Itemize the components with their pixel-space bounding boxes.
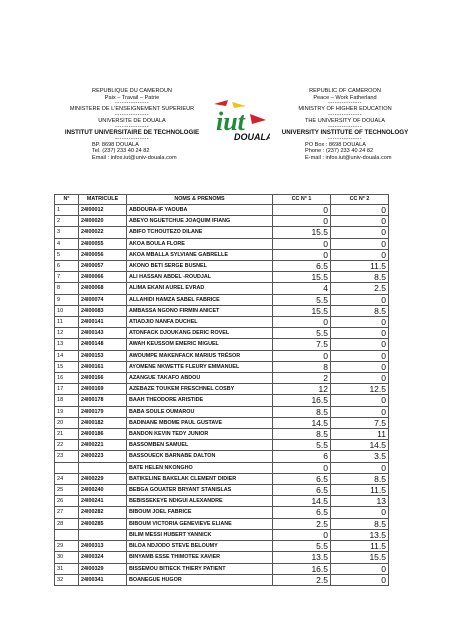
row-cc1-score: 0	[273, 249, 331, 260]
row-student-name: ABIFO TCHOUTEZO DILANE	[127, 227, 273, 238]
row-number: 22	[55, 440, 79, 451]
row-matricule: 24I00240	[79, 485, 127, 496]
phone-fr: Tel. (237) 233 40 24 82	[92, 148, 150, 155]
row-cc2-score: 0	[331, 294, 389, 305]
row-cc1-score: 0	[273, 317, 331, 328]
divider: ---------------	[328, 100, 362, 107]
row-number: 19	[55, 406, 79, 417]
row-cc1-score: 7.5	[273, 339, 331, 350]
table-row	[55, 350, 389, 361]
header-left-french	[52, 88, 212, 162]
row-number: 13	[55, 339, 79, 350]
column-header-cc2: CC N° 2	[331, 195, 389, 205]
column-header-names: NOMS & PRENOMS	[127, 195, 273, 205]
table-row	[55, 440, 389, 451]
row-cc1-score: 0	[273, 238, 331, 249]
row-student-name: BEBISSEKEYE NDIGUI ALEXANDRE	[127, 496, 273, 507]
table-row	[55, 283, 389, 294]
row-number: 29	[55, 541, 79, 552]
row-number: 5	[55, 249, 79, 260]
row-student-name: ALI HASSAN ABDEL -ROUDJAL	[127, 272, 273, 283]
row-cc1-score: 8	[273, 361, 331, 372]
table-body	[55, 205, 389, 586]
row-matricule: 24I00143	[79, 328, 127, 339]
table-row	[55, 417, 389, 428]
row-cc1-score: 0	[273, 462, 331, 473]
table-row	[55, 406, 389, 417]
row-cc2-score: 0	[331, 507, 389, 518]
row-cc2-score: 8.5	[331, 305, 389, 316]
row-cc2-score: 0	[331, 205, 389, 216]
po-box-en: PO Box : 8698 DOUALA	[305, 141, 366, 148]
row-matricule: 24I00324	[79, 552, 127, 563]
row-cc2-score: 7.5	[331, 417, 389, 428]
row-matricule: 24I00179	[79, 406, 127, 417]
row-number: 27	[55, 507, 79, 518]
row-student-name: ATONFACK DJOUKANG DERIC ROVEL	[127, 328, 273, 339]
row-student-name: BEBGA GOUATER BRYANT STANISLAS	[127, 485, 273, 496]
ministry-fr: MINISTERE DE L'ENSEIGNEMENT SUPERIEUR	[69, 106, 195, 113]
table-row	[55, 541, 389, 552]
divider: ---------------	[328, 112, 362, 119]
row-student-name: ABDOURA-IF YAOUBA	[127, 205, 273, 216]
svg-text:iut: iut	[216, 107, 245, 136]
row-cc2-score: 11.5	[331, 541, 389, 552]
row-student-name: BANDON KEVIN TEDY JUNIOR	[127, 429, 273, 440]
row-matricule: 24I00057	[79, 261, 127, 272]
row-student-name: BATE HELEN NKONGHO	[127, 462, 273, 473]
row-cc2-score: 8.5	[331, 272, 389, 283]
row-cc1-score: 2	[273, 373, 331, 384]
row-number: 7	[55, 272, 79, 283]
row-number: 12	[55, 328, 79, 339]
row-student-name: ATIADJIO NANFA DUCHEL	[127, 317, 273, 328]
row-cc1-score: 15.5	[273, 272, 331, 283]
row-cc1-score: 6.5	[273, 473, 331, 484]
row-number: 24	[55, 473, 79, 484]
row-cc2-score: 0	[331, 249, 389, 260]
phone-en: Phone : (237) 233 40 24 82	[305, 148, 374, 155]
row-matricule: 24I00241	[79, 496, 127, 507]
row-cc1-score: 16.5	[273, 395, 331, 406]
row-cc2-score: 0	[331, 328, 389, 339]
row-matricule: 24I00022	[79, 227, 127, 238]
row-student-name: ABEYO NGUETCHUE JOAQUIM IFIANG	[127, 216, 273, 227]
row-number: 18	[55, 395, 79, 406]
row-student-name: BIBOUM JOEL FABRICE	[127, 507, 273, 518]
row-cc2-score: 0	[331, 574, 389, 585]
row-student-name: AKONO BETI SERGE BUSNEL	[127, 261, 273, 272]
column-header-cc1: CC N° 1	[273, 195, 331, 205]
row-number: 2	[55, 216, 79, 227]
row-cc1-score: 6.5	[273, 261, 331, 272]
row-student-name: BATIKELINE BAKELAK CLEMENT DIDIER	[127, 473, 273, 484]
row-cc2-score: 0	[331, 406, 389, 417]
row-matricule: 24I00148	[79, 339, 127, 350]
row-cc1-score: 14.5	[273, 496, 331, 507]
row-matricule: 24I00223	[79, 451, 127, 462]
row-number	[55, 529, 79, 540]
row-cc2-score: 11.5	[331, 485, 389, 496]
row-matricule: 24I00161	[79, 361, 127, 372]
table-row	[55, 249, 389, 260]
divider: ---------------	[328, 123, 362, 130]
grades-table	[54, 194, 389, 586]
row-matricule: 24I00329	[79, 563, 127, 574]
table-row	[55, 205, 389, 216]
row-matricule: 24I00055	[79, 238, 127, 249]
row-number: 4	[55, 238, 79, 249]
institute-fr: INSTITUT UNIVERSITAIRE DE TECHNOLOGIE	[64, 128, 200, 136]
row-student-name: BILOA NDJODO STEVE BELOUMY	[127, 541, 273, 552]
row-cc1-score: 5.5	[273, 541, 331, 552]
row-cc1-score: 5.5	[273, 328, 331, 339]
row-matricule: 24I00285	[79, 518, 127, 529]
table-row	[55, 462, 389, 473]
row-matricule: 24I00221	[79, 440, 127, 451]
column-header-matricule: MATRICULE	[79, 195, 127, 205]
header-right-english	[275, 88, 415, 162]
table-row	[55, 227, 389, 238]
row-number: 31	[55, 563, 79, 574]
row-cc2-score: 0	[331, 238, 389, 249]
row-student-name: BADINANE MBOME PAUL GUSTAVE	[127, 417, 273, 428]
row-number: 21	[55, 429, 79, 440]
row-student-name: BABA SOULE OUMAROU	[127, 406, 273, 417]
row-cc1-score: 2.5	[273, 518, 331, 529]
republic-label-fr: REPUBLIQUE DU CAMEROUN	[92, 88, 172, 94]
divider: ---------------	[115, 112, 149, 119]
row-cc2-score: 0	[331, 339, 389, 350]
divider: ---------------	[115, 135, 149, 142]
row-number: 11	[55, 317, 79, 328]
table-row	[55, 361, 389, 372]
table-row	[55, 473, 389, 484]
table-row	[55, 507, 389, 518]
row-student-name: AWOUMPE MAKENFACK MARIUS TRÉSOR	[127, 350, 273, 361]
row-matricule: 24I00153	[79, 350, 127, 361]
row-cc1-score: 16.5	[273, 563, 331, 574]
row-cc2-score: 11	[331, 429, 389, 440]
row-number: 23	[55, 451, 79, 462]
row-number: 20	[55, 417, 79, 428]
row-cc1-score: 0	[273, 529, 331, 540]
row-cc1-score: 0	[273, 205, 331, 216]
row-cc1-score: 0	[273, 350, 331, 361]
email-fr: Email : infos.iut@univ-douala.com	[92, 154, 177, 161]
row-student-name: AZANGUE TAKAFO ABDOU	[127, 373, 273, 384]
row-student-name: ALLAHIDI HAMZA SABEL FABRICE	[127, 294, 273, 305]
row-cc2-score: 0	[331, 373, 389, 384]
row-student-name: BILIM MESSI HUBERT YANNICK	[127, 529, 273, 540]
row-matricule	[79, 529, 127, 540]
row-matricule: 24I00068	[79, 283, 127, 294]
column-header-number: N°	[55, 195, 79, 205]
table-row	[55, 574, 389, 585]
table-row	[55, 216, 389, 227]
table-row	[55, 305, 389, 316]
row-cc2-score: 12.5	[331, 384, 389, 395]
row-number: 16	[55, 373, 79, 384]
row-cc2-score: 8.5	[331, 473, 389, 484]
row-number: 15	[55, 361, 79, 372]
table-row	[55, 272, 389, 283]
row-student-name: AKOA MBALLA SYLVIANE GABRELLE	[127, 249, 273, 260]
row-number: 30	[55, 552, 79, 563]
row-number: 26	[55, 496, 79, 507]
iut-logo-graphic	[212, 100, 270, 152]
row-matricule: 24I00012	[79, 205, 127, 216]
row-matricule: 24I00169	[79, 384, 127, 395]
divider: ---------------	[328, 135, 362, 142]
row-cc1-score: 2.5	[273, 574, 331, 585]
row-number: 1	[55, 205, 79, 216]
row-cc2-score: 0	[331, 361, 389, 372]
row-matricule	[79, 462, 127, 473]
row-cc2-score: 0	[331, 563, 389, 574]
row-cc2-score: 13	[331, 496, 389, 507]
table-row	[55, 552, 389, 563]
row-cc1-score: 5.5	[273, 440, 331, 451]
row-number: 6	[55, 261, 79, 272]
divider: ---------------	[115, 100, 149, 107]
row-matricule: 24I00186	[79, 429, 127, 440]
row-cc1-score: 8.5	[273, 406, 331, 417]
table-row	[55, 294, 389, 305]
table-row	[55, 339, 389, 350]
row-student-name: AMBASSA NGONO FIRMIN ANICET	[127, 305, 273, 316]
row-cc1-score: 15.5	[273, 227, 331, 238]
institute-en: UNIVERSITY INSTITUTE OF TECHNOLOGY	[281, 128, 409, 136]
table-row	[55, 529, 389, 540]
row-matricule: 24I00178	[79, 395, 127, 406]
svg-text:DOUALA: DOUALA	[234, 132, 270, 142]
university-fr: UNIVERSITE DE DOUALA	[98, 118, 166, 125]
row-cc1-score: 5.5	[273, 294, 331, 305]
table-row	[55, 395, 389, 406]
row-cc2-score: 0	[331, 317, 389, 328]
row-matricule: 24I00083	[79, 305, 127, 316]
row-student-name: BOANEGUE HUGOR	[127, 574, 273, 585]
row-cc2-score: 0	[331, 395, 389, 406]
row-student-name: AKOA BOULA FLORE	[127, 238, 273, 249]
row-number: 3	[55, 227, 79, 238]
row-student-name: AWAH KEUSSOM EMERIC MIGUEL	[127, 339, 273, 350]
row-student-name: BASSOMBEN SAMUEL	[127, 440, 273, 451]
row-cc2-score: 11.5	[331, 261, 389, 272]
row-number: 9	[55, 294, 79, 305]
table-row	[55, 451, 389, 462]
row-matricule: 24I00182	[79, 417, 127, 428]
row-cc1-score: 8.5	[273, 429, 331, 440]
republic-label-en: REPUBLIC OF CAMEROON	[309, 88, 381, 94]
row-student-name: BISSEMOU BITIECK THIERY PATIENT	[127, 563, 273, 574]
row-matricule: 24I00074	[79, 294, 127, 305]
row-student-name: AZEBAZE TOUKEM FRESCHNEL COSBY	[127, 384, 273, 395]
table-row	[55, 563, 389, 574]
row-student-name: BASSOUECK BARNABE DALTON	[127, 451, 273, 462]
row-cc2-score: 13.5	[331, 529, 389, 540]
table-row	[55, 485, 389, 496]
motto-en: Peace – Work Fatherland	[313, 94, 377, 101]
row-number: 14	[55, 350, 79, 361]
row-student-name: AYOMENE NKWETTE FLEURY EMMANUEL	[127, 361, 273, 372]
row-matricule: 24I00166	[79, 373, 127, 384]
row-matricule: 24I00066	[79, 272, 127, 283]
table-row	[55, 384, 389, 395]
row-cc1-score: 12	[273, 384, 331, 395]
table-row	[55, 317, 389, 328]
row-matricule: 24I00020	[79, 216, 127, 227]
ministry-en: MINISTRY OF HIGHER EDUCATION	[298, 106, 392, 113]
email-en: E-mail : infos.iut@univ-douala.com	[305, 154, 392, 161]
row-cc1-score: 15.5	[273, 305, 331, 316]
table-row	[55, 518, 389, 529]
row-cc2-score: 0	[331, 216, 389, 227]
row-matricule: 24I00313	[79, 541, 127, 552]
table-row	[55, 328, 389, 339]
row-matricule: 24I00141	[79, 317, 127, 328]
row-student-name: ALIMA EKANI AUREL EVRAD	[127, 283, 273, 294]
row-cc2-score: 8.5	[331, 518, 389, 529]
row-cc2-score: 0	[331, 227, 389, 238]
row-cc2-score: 14.5	[331, 440, 389, 451]
row-cc2-score: 2.5	[331, 283, 389, 294]
table-row	[55, 373, 389, 384]
row-cc1-score: 14.5	[273, 417, 331, 428]
row-cc1-score: 0	[273, 216, 331, 227]
row-matricule: 24I00282	[79, 507, 127, 518]
row-cc2-score: 0	[331, 462, 389, 473]
table-header-row	[55, 195, 389, 205]
row-matricule: 24I00341	[79, 574, 127, 585]
row-cc1-score: 6.5	[273, 485, 331, 496]
table-row	[55, 429, 389, 440]
row-cc1-score: 6	[273, 451, 331, 462]
table-row	[55, 496, 389, 507]
university-en: THE UNIVERSITY OF DOUALA	[304, 118, 386, 125]
row-number	[55, 462, 79, 473]
row-number: 25	[55, 485, 79, 496]
row-number: 8	[55, 283, 79, 294]
row-cc1-score: 4	[273, 283, 331, 294]
row-number: 17	[55, 384, 79, 395]
divider: ---------------	[115, 123, 149, 130]
row-student-name: BINYAMB ESSE THIMOTEE XAVIER	[127, 552, 273, 563]
row-number: 28	[55, 518, 79, 529]
table-row	[55, 238, 389, 249]
row-cc2-score: 3.5	[331, 451, 389, 462]
row-student-name: BAAH THEODORE ARISTIDE	[127, 395, 273, 406]
row-matricule: 24I00056	[79, 249, 127, 260]
motto-fr: Paix – Travail – Patrie	[104, 94, 160, 101]
row-student-name: BIBOUM VICTORIA GENEVIEVE ELIANE	[127, 518, 273, 529]
row-number: 32	[55, 574, 79, 585]
po-box-fr: BP. 8698 DOUALA	[92, 141, 139, 148]
row-cc1-score: 6.5	[273, 507, 331, 518]
row-cc2-score: 0	[331, 350, 389, 361]
row-number: 10	[55, 305, 79, 316]
iut-logo	[212, 100, 270, 152]
row-cc1-score: 13.5	[273, 552, 331, 563]
row-matricule: 24I00229	[79, 473, 127, 484]
row-cc2-score: 15.5	[331, 552, 389, 563]
table-row	[55, 261, 389, 272]
